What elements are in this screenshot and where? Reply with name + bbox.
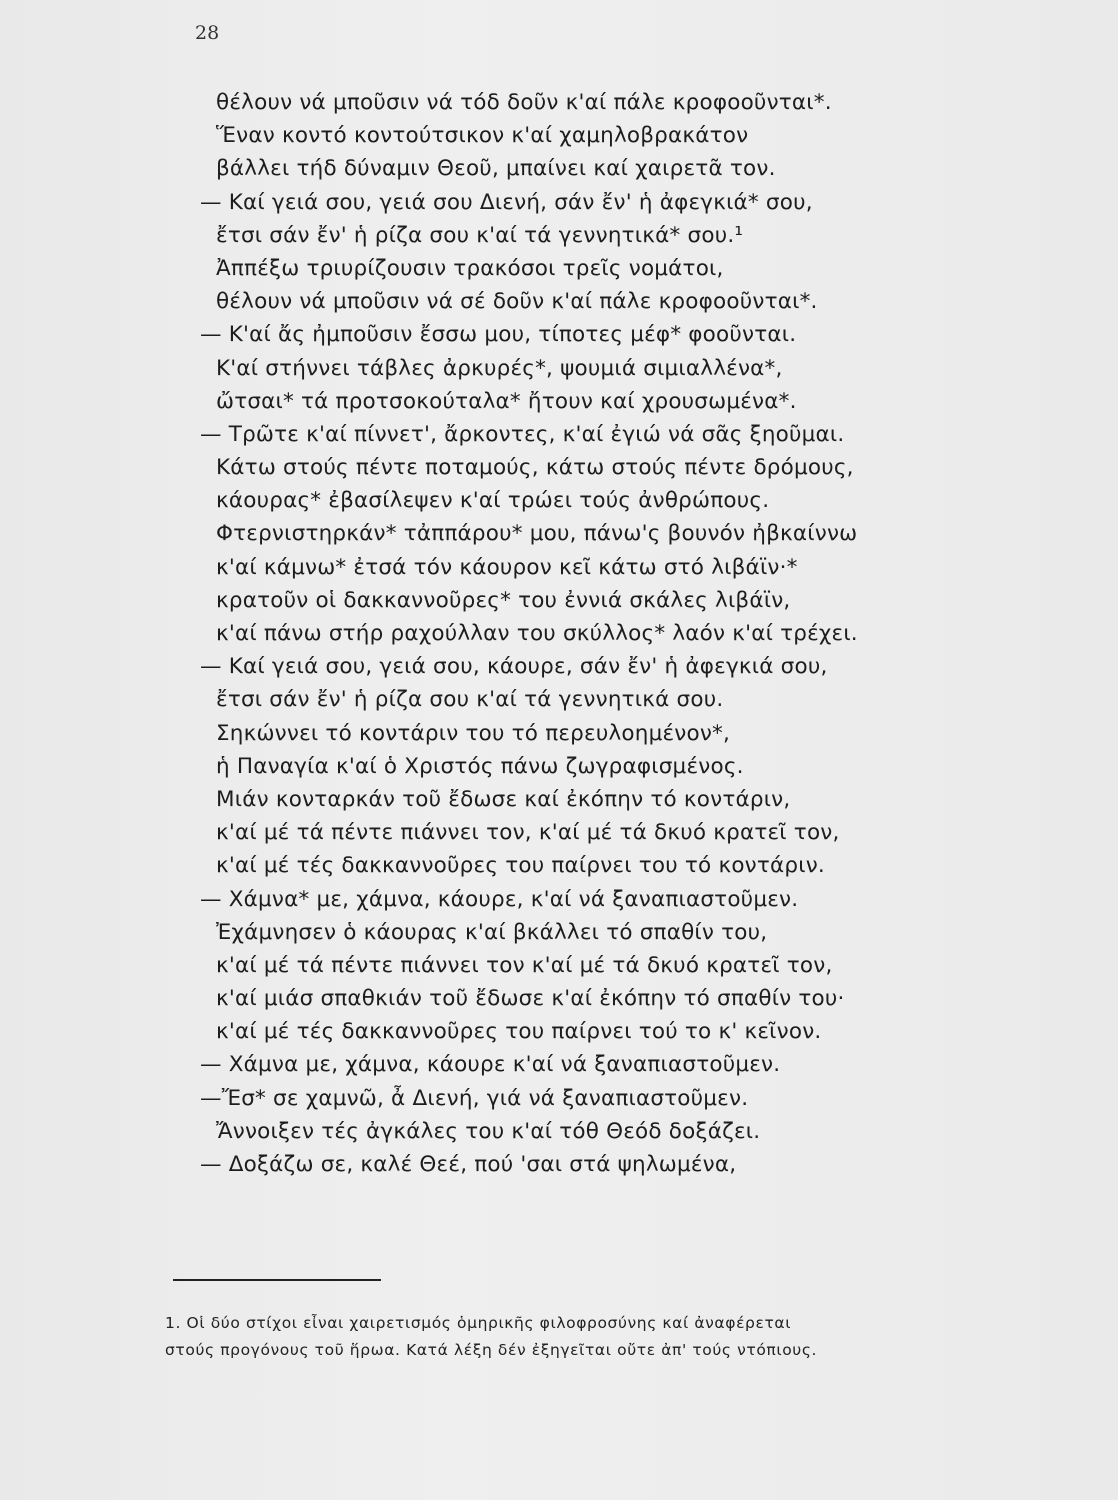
poem-text [170,86,1050,1181]
poem-line: Φτερνιστηρκάν* τἀππάρου* μου, πάνω'ς βουνόν ἠβκαίννω [216,521,858,547]
poem-line: κ'αί μέ τά πέντε πιάννει τον, κ'αί μέ τά δκυό κρατει̃ τον, [216,820,840,846]
poem-line: ἔτσι σάν ἔν' ἡ ρίζα σου κ'αί τά γεννητικά σου. [216,687,724,713]
poem-line: θέλουν νά μπου̃σιν νά τόδ δου̃ν κ'αί πάλε κροφοου̃νται*. [216,90,832,115]
footnote [165,1310,1025,1364]
poem-line: κ'αί μέ τά πέντε πιάννει τον κ'αί μέ τά δκυό κρατει̃ τον, [216,952,833,978]
poem-line: Ἕναν κοντό κοντούτσικον κ'αί χαμηλοβρακάτον [216,123,749,149]
footnote-divider [173,1279,381,1281]
poem-line: θέλουν νά μπου̃σιν νά σέ δου̃ν κ'αί πάλε κροφοου̃νται*. [216,289,818,315]
poem-line: ὤτσαι* τά προτσοκούταλα* ἤτουν καί χρουσωμένα*. [216,388,797,414]
poem-line: Κάτω στούς πέντε ποταμούς, κάτω στούς πέντε δρόμους, [216,455,854,481]
poem-line: Ἐχάμνησεν ὁ κάουρας κ'αί βκάλλει τό σπαθίν του, [216,919,768,945]
poem-line: — Χάμνα με, χάμνα, κάουρε κ'αί νά ξαναπιαστου̃μεν. [200,1052,781,1078]
poem-line: κ'αί μέ τές δακκαννου̃ρες του παίρνει τού το κ' κει̃νον. [216,1019,822,1045]
poem-line: — Καί γειά σου, γειά σου Διενή, σάν ἔν' ἡ ἀφεγκιά* σου, [200,189,813,215]
poem-line: — Καί γειά σου, γειά σου, κάουρε, σάν ἔν' ἡ ἀφεγκιά σου, [200,654,828,680]
poem-line: κ'αί κάμνω* ἐτσά τόν κάουρον κει̃ κάτω στό λιβάϊν·* [216,554,798,580]
poem-line: — Τρω̃τε κ'αί πίννετ', ἄρκοντες, κ'αί ἐγιώ νά σα̃ς ξηου̃μαι. [200,421,845,447]
poem-line: Κ'αί στήννει τάβλες ἀρκυρές*, ψουμιά σιμιαλλένα*, [216,355,783,381]
poem-line: ἔτσι σάν ἔν' ἡ ρίζα σου κ'αί τά γεννητικά* σου.¹ [216,222,744,248]
poem-line: Ἀππέξω τριυρίζουσιν τρακόσοι τρει̃ς νομάτοι, [216,255,724,281]
poem-line: κρατου̃ν οἱ δακκαννου̃ρες* του ἐννιά σκάλες λιβάϊν, [216,587,791,613]
poem-line: Μιάν κονταρκάν του̃ ἔδωσε καί ἐκόπην τό κοντάριν, [216,786,791,812]
poem-line: κ'αί πάνω στήρ ραχούλλαν του σκύλλος* λαόν κ'αί τρέχει. [216,621,858,646]
footnote-line-2: στούς προγόνους τοῦ ἥρωα. Κατά λέξη δέν ἐξηγεῖται οὔτε ἀπ' τούς ντόπιους. [165,1341,818,1359]
poem-line: κ'αί μιάσ σπαθκιάν του̃ ἔδωσε κ'αί ἐκόπην τό σπαθίν του· [216,986,845,1012]
poem-line: — Κ'αί ἄς ἠμπου̃σιν ἔσσω μου, τίποτες μέφ* φοου̃νται. [200,322,797,348]
poem-line: βάλλει τήδ δύναμιν Θεου̃, μπαίνει καί χαιρετα̃ τον. [216,156,776,182]
poem-line: — Χάμνα* με, χάμνα, κάουρε, κ'αί νά ξαναπιαστου̃μεν. [200,886,799,912]
page-number: 28 [195,22,220,44]
poem-line: —Ἔσ* σε χαμνω̃, ἆ Διενή, γιά νά ξαναπιαστου̃μεν. [200,1085,749,1111]
poem-line: Σηκώννει τό κοντάριν του τό περευλοημένον*, [216,720,731,746]
poem-line: κάουρας* ἐβασίλεψεν κ'αί τρώει τούς ἀνθρώπους. [216,488,770,514]
poem-line: — Δοξάζω σε, καλέ Θεέ, πού 'σαι στά ψηλωμένα, [200,1152,737,1177]
poem-line: Ἄννοιξεν τές ἀγκάλες του κ'αί τόθ Θεόδ δοξάζει. [216,1118,761,1144]
footnote-line-1: 1. Οἱ δύο στίχοι εἶναι χαιρετισμός ὁμηρικῆς φιλοφροσύνης καί ἀναφέρεται [165,1314,792,1332]
poem-line: κ'αί μέ τές δακκαννου̃ρες του παίρνει του τό κοντάριν. [216,853,825,879]
poem-line: ἡ Παναγία κ'αί ὁ Χριστός πάνω ζωγραφισμένος. [216,753,744,779]
